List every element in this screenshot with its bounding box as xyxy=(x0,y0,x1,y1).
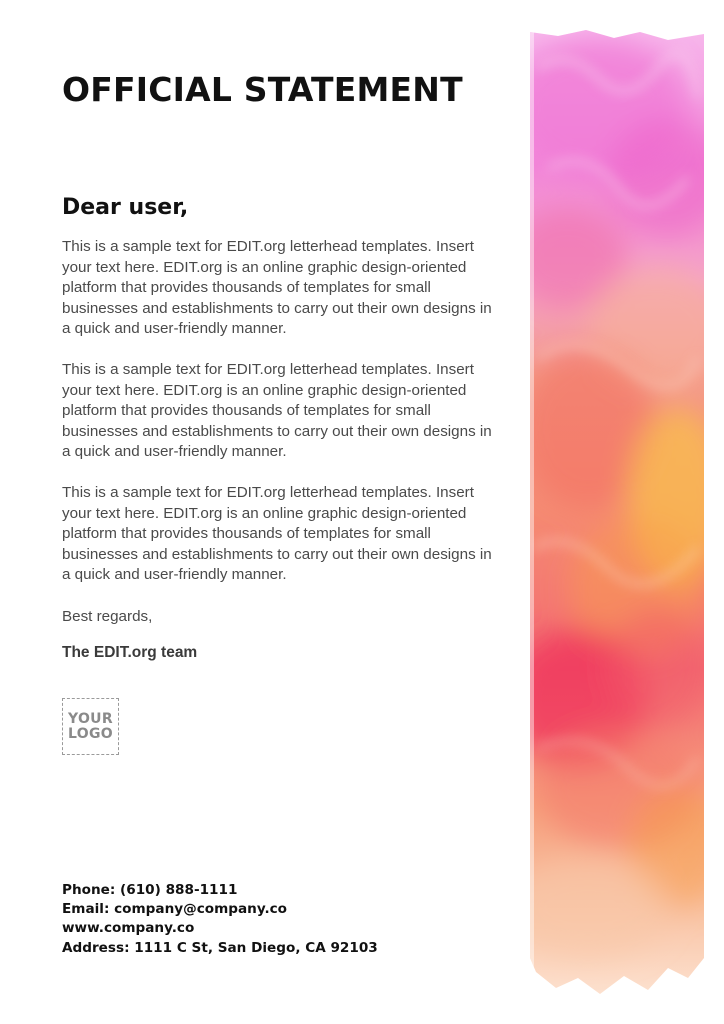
paragraph-2: This is a sample text for EDIT.org letterhead templates. Insert your text here. EDIT.org is an online graphic design-oriented platform that provides thousands of templates for small businesses and establishments to carry out their own designs in a quick and user-friendly manner. xyxy=(62,360,492,461)
logo-line-1: YOUR xyxy=(68,710,113,727)
letter-body xyxy=(62,237,502,606)
contact-address: Address: 1111 C St, San Diego, CA 92103 xyxy=(62,939,378,956)
contact-email: Email: company@company.co xyxy=(62,901,288,918)
watercolor-wash xyxy=(528,28,704,1000)
closing: Best regards, xyxy=(62,608,153,625)
contact-website: www.company.co xyxy=(62,920,195,937)
greeting: Dear user, xyxy=(62,195,189,220)
page-title: OFFICIAL STATEMENT xyxy=(62,70,463,109)
logo-line-2: LOGO xyxy=(68,725,113,742)
contact-info xyxy=(62,881,378,958)
signature: The EDIT.org team xyxy=(62,644,198,661)
watercolor-decoration xyxy=(528,28,704,1000)
logo-placeholder xyxy=(62,698,119,755)
paragraph-3: This is a sample text for EDIT.org letterhead templates. Insert your text here. EDIT.org is an online graphic design-oriented platform that provides thousands of templates for small businesses and establishments to carry out their own designs in a quick and user-friendly manner. xyxy=(62,483,492,584)
paragraph-1: This is a sample text for EDIT.org letterhead templates. Insert your text here. EDIT.org is an online graphic design-oriented platform that provides thousands of templates for small businesses and establishments to carry out their own designs in a quick and user-friendly manner. xyxy=(62,238,492,338)
contact-phone: Phone: (610) 888-1111 xyxy=(62,882,238,898)
